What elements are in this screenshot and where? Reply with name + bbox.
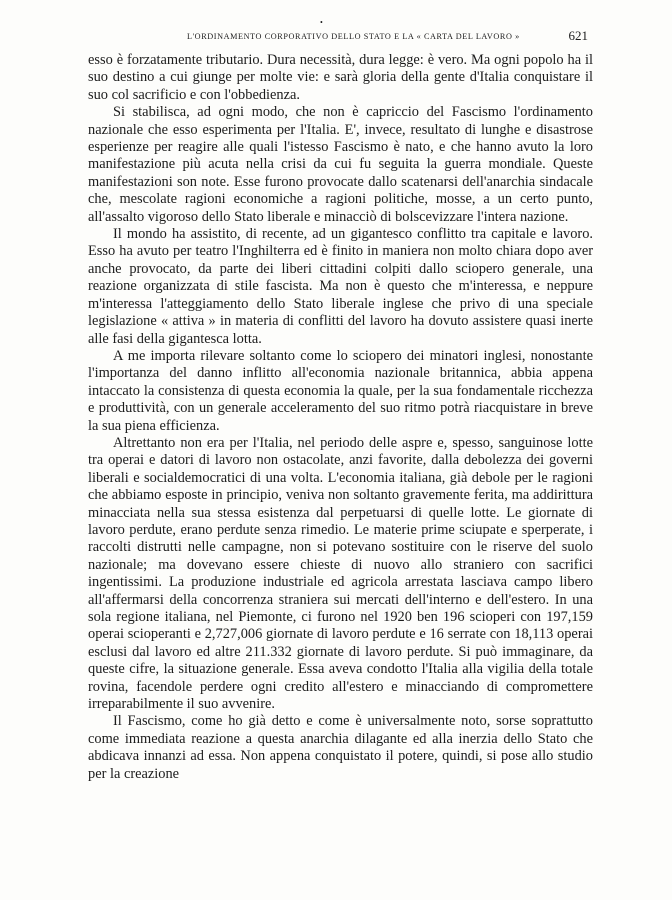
- paragraph: Il Fascismo, come ho già detto e come è universalmente noto, sorse soprattutto come immediata reazione a questa anarchia dilagante ed alla inerzia dello Stato che abdicava innanzi ad essa. Non appena conquistato il potere, quindi, si pose allo studio per la creazione: [88, 713, 593, 782]
- body-text: [88, 52, 593, 783]
- paragraph: Si stabilisca, ad ogni modo, che non è capriccio del Fascismo l'ordinamento nazionale che esso esperimenta per l'Italia. E', invece, resultato di lunghe e disastrose esperienze per reagire alle quali l'istesso Fascismo è nato, e che hanno avuto la loro manifestazione più acuta nella crisi da cui fu seguita la guerra mondiale. Queste manifestazioni son note. Esse furono provocate dallo scatenarsi dell'anarchia sindacale che, mescolate ragioni economiche a ragioni politiche, mosse, a un certo punto, all'assalto vigoroso dello Stato liberale e minacciò di bolscevizzare l'intera nazione.: [88, 104, 593, 225]
- paragraph: Il mondo ha assistito, di recente, ad un gigantesco conflitto tra capitale e lavoro. Esso ha avuto per teatro l'Inghilterra ed è finito in maniera non molto chiara dopo aver anche provocato, da parte dei liberi cittadini colpiti dallo sciopero generale, una reazione organizzata di stile fascista. Ma non è questo che m'interessa, e neppure m'interessa l'atteggiamento dello Stato liberale inglese che privo di una speciale legislazione « attiva » in materia di conflitti del lavoro ha dovuto assistere quasi inerte alle fasi della gigantesca lotta.: [88, 226, 593, 347]
- paragraph-continuation: esso è forzatamente tributario. Dura necessità, dura legge: è vero. Ma ogni popolo ha il suo destino a cui giunge per molte vie: e sarà gloria della gente d'Italia conquistare il suo col sacrificio e con l'obbedienza.: [88, 52, 593, 103]
- page-header: [95, 18, 588, 45]
- header-ornament: •: [320, 18, 323, 27]
- running-title: L'ORDINAMENTO CORPORATIVO DELLO STATO E LA « CARTA DEL LAVORO »: [187, 32, 520, 41]
- paragraph: Altrettanto non era per l'Italia, nel periodo delle aspre e, spesso, sanguinose lotte tra operai e datori di lavoro non ostacolate, anzi favorite, dalla debolezza dei governi liberali e socialdemocratici di una volta. L'economia italiana, già debole per le ragioni che abbiamo esposte in principio, veniva non soltanto gravemente ferita, ma addirittura minacciata nella sua stessa esistenza dal perpetuarsi di quelle lotte. Le giornate di lavoro perdute, erano perdute senza rimedio. Le materie prime sciupate e sperperate, i raccolti distrutti nelle campagne, non si potevano sostituire con le riserve del suolo nazionale; ma dovevano essere chieste di nuovo allo straniero con sacrifici ingentissimi. La produzione industriale ed agricola arrestata lasciava campo libero all'affermarsi della concorrenza straniera sui mercati dell'interno e dell'estero. In una sola regione italiana, nel Piemonte, ci furono nel 1920 ben 196 scioperi con 197,159 operai scioperanti e 2,727,006 giornate di lavoro perdute e 16 serrate con 18,113 operai esclusi dal lavoro ed altre 211.332 giornate di lavoro perdute. Si può immaginare, da queste cifre, la situazione generale. Essa aveva condotto l'Italia alla vigilia della totale rovina, facendole perdere ogni credito all'estero e minacciando di compromettere irreparabilmente il suo avvenire.: [88, 434, 593, 713]
- paragraph: A me importa rilevare soltanto come lo sciopero dei minatori inglesi, nonostante l'importanza del danno inflitto all'economia nazionale britannica, abbia appena intaccato la consistenza di questa economia la quale, per la sua fondamentale ricchezza e produttività, con un generale acceleramento del suo ritmo potrà riacquistare in breve la sua piena efficienza.: [88, 347, 593, 434]
- page-number: 621: [568, 28, 588, 43]
